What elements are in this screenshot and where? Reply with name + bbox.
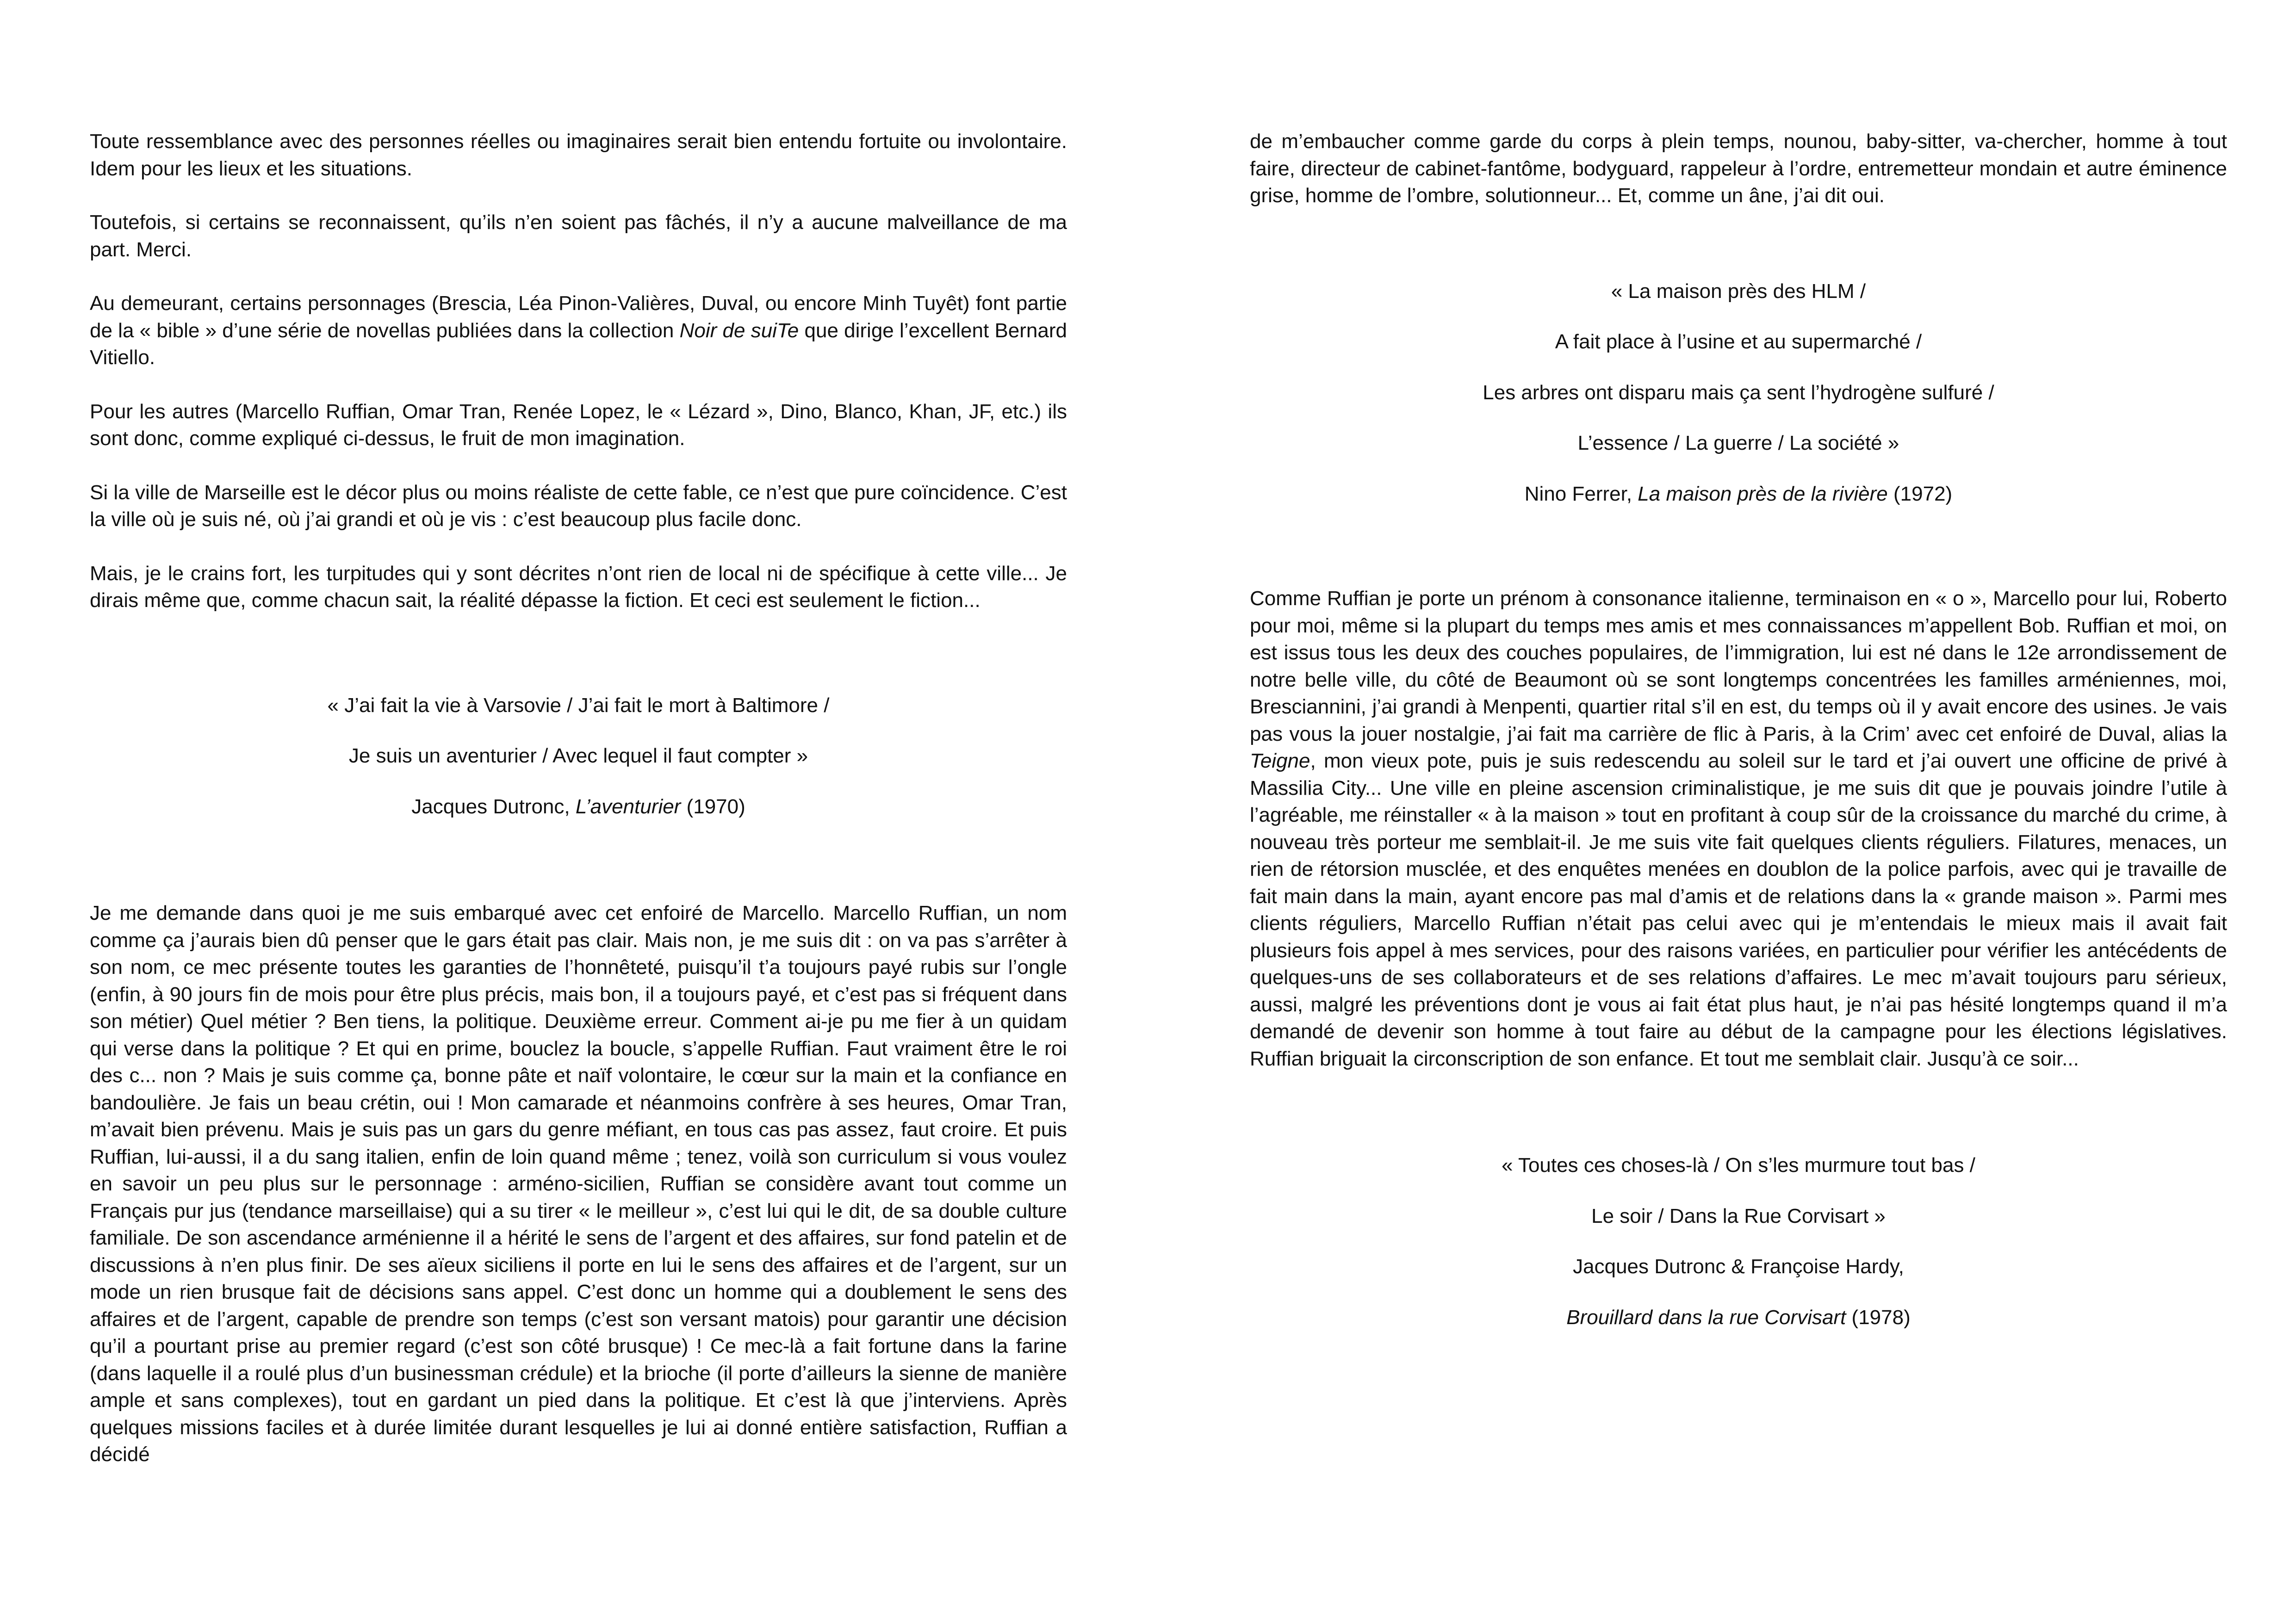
epigraph-attribution (1250, 481, 2227, 508)
epigraph-year: (1970) (681, 795, 745, 818)
epigraph-line-4: L’essence / La guerre / La société » (1577, 432, 1899, 454)
narrative-paragraph (1250, 585, 2227, 1072)
disclaimer-paragraph-4: Pour les autres (Marcello Ruffian, Omar Tran, Renée Lopez, le « Lézard », Dino, Blanco, Khan, JF, etc.) ils sont donc, comme expliqué ci-dessus, le fruit de mon imagination. (90, 400, 1067, 450)
epigraph-line-2: Je suis un aventurier / Avec lequel il faut compter » (348, 744, 808, 767)
continuation-paragraph: de m’embaucher comme garde du corps à plein temps, nounou, baby-sitter, va-chercher, homme à tout faire, directeur de cabinet-fantôme, bodyguard, rappeleur à l’ordre, entremetteur mondain et autre éminence grise, homme de l’ombre, solutionneur... Et, comme un âne, j’ai dit oui. (1250, 130, 2227, 207)
epigraph-line-2: A fait place à l’usine et au supermarché / (1555, 330, 1922, 353)
epigraph-author: Jacques Dutronc, (411, 795, 576, 818)
epigraph-dutronc-aventurier (90, 692, 1067, 821)
epigraph-year: (1972) (1887, 482, 1953, 505)
epigraph-line-2: Le soir / Dans la Rue Corvisart » (1591, 1204, 1886, 1227)
disclaimer-paragraph-5: Si la ville de Marseille est le décor plus ou moins réaliste de cette fable, ce n’est que pure coïncidence. C’est la ville où je suis né, où j’ai grandi et où je vis : c’est beaucoup plus facile donc. (90, 481, 1067, 531)
disclaimer-paragraph-2: Toutefois, si certains se reconnaissent, qu’ils n’en soient pas fâchés, il n’y a aucune malveillance de ma part. Merci. (90, 211, 1067, 261)
para3-text-after: que dirige l’excellent Bernard Vitiello. (90, 319, 1067, 369)
nickname-teigne: Teigne (1250, 750, 1310, 772)
epigraph-work-line (1250, 1304, 2227, 1332)
main-paragraph: Je me demande dans quoi je me suis embarqué avec cet enfoiré de Marcello. Marcello Ruffian, un nom comme ça j’aurais bien dû penser que le gars était pas clair. Mais non, je me suis dit : on va pas s’arrêter à son nom, ce mec présente toutes les garanties de l’honnêteté, puisqu’il t’a toujours payé rubis sur l’ongle (enfin, à 90 jours fin de mois pour être plus précis, mais bon, il a toujours payé, et c’est pas si fréquent dans son métier) Quel métier ? Ben tiens, la politique. Deuxième erreur. Comment ai-je pu me fier à un quidam qui verse dans la politique ? Et qui en prime, bouclez la boucle, s’appelle Ruffian. Faut vraiment être le roi des c... non ? Mais je suis comme ça, bonne pâte et naïf volontaire, le cœur sur la main et la confiance en bandoulière. Je fais un beau crétin, oui ! Mon camarade et néanmoins confrère à ses heures, Omar Tran, m’avait bien prévenu. Mais je suis pas un gars du genre méfiant, en tous cas pas assez, faut croire. Et puis Ruffian, lui-aussi, il a du sang italien, enfin de loin quand même ; tenez, voilà son curriculum si vous voulez en savoir un peu plus sur le personnage : arméno-sicilien, Ruffian se considère avant tout comme un Français pur jus (tendance marseillaise) qui a su tirer « le meilleur », c’est lui qui le dit, de sa double culture familiale. De son ascendance arménienne il a hérité le sens de l’argent et des affaires, sur fond patelin et de discussions à n’en plus finir. De ses aïeux siciliens il porte en lui le sens des affaires et de l’argent, sur un mode un rien brusque fait de décisions sans appel. C’est donc un homme qui a doublement le sens des affaires et de l’argent, capable de prendre son temps (c’est son versant matois) pour garantir une décision qu’il a pourtant prise au premier regard (c’est son côté brusque) ! Ce mec-là a fait fortune dans la farine (dans laquelle il a roulé plus d’un businessman crédule) et la brioche (il porte d’ailleurs la sienne de manière ample et sans complexes), tout en gardant un pied dans la politique. Et c’est là que j’interviens. Après quelques missions faciles et à durée limitée durant lesquelles je lui ai donné entière satisfaction, Ruffian a décidé (90, 902, 1067, 1466)
para3-text-before: Au demeurant, certains personnages (Brescia, Léa Pinon-Valières, Duval, ou encore Minh Tuyêt) font partie de la « bible » d’une série de novellas publiées dans la collection (90, 292, 1067, 342)
collection-title: Noir de suiTe (679, 319, 799, 342)
epigraph-work: La maison près de la rivière (1638, 482, 1888, 505)
epigraph-year: (1978) (1846, 1306, 1911, 1329)
epigraph-attribution (90, 793, 1067, 821)
epigraph-line-3: Les arbres ont disparu mais ça sent l’hydrogène sulfuré / (1483, 381, 1994, 404)
epigraph-author-line: Jacques Dutronc & Françoise Hardy, (1573, 1255, 1904, 1278)
right-text-column (1250, 128, 2227, 1331)
disclaimer-paragraph-6: Mais, je le crains fort, les turpitudes qui y sont décrites n’ont rien de local ni de spécifique à cette ville... Je dirais même que, comme chacun sait, la réalité dépasse la fiction. Et ceci est seulement le fiction... (90, 562, 1067, 612)
epigraph-line-1: « Toutes ces choses-là / On s’les murmure tout bas / (1502, 1154, 1975, 1177)
epigraph-work: L’aventurier (575, 795, 681, 818)
epigraph-author: Nino Ferrer, (1524, 482, 1638, 505)
left-text-column (90, 128, 1067, 1468)
right-page (1148, 0, 2296, 1623)
epigraph-line-1: « J’ai fait la vie à Varsovie / J’ai fait le mort à Baltimore / (327, 694, 830, 717)
disclaimer-paragraph-3 (90, 290, 1067, 372)
epigraph-dutronc-hardy (1250, 1152, 2227, 1331)
narrative-text-after: , mon vieux pote, puis je suis redescendu au soleil sur le tard et j’ai ouvert une officine de privé à Massilia City... Une ville en pleine ascension criminalistique, je me suis dit que je pouvais joindre l’utile à l’agréable, me réinstaller « à la maison » tout en profitant à coup sûr de la croissance du marché du crime, à nouveau très porteur me semblait-il. Je me suis vite fait quelques clients réguliers. Filatures, menaces, un rien de rétorsion musclée, et des enquêtes menées en doublon de la police parfois, avec qui je travaille de fait main dans la main, ayant encore pas mal d’amis et de relations dans la « grande maison ». Parmi mes clients réguliers, Marcello Ruffian n’était pas celui avec qui je m’entendais le mieux mais il avait fait plusieurs fois appel à mes services, pour des raisons variées, en particulier pour vérifier les antécédents de quelques-uns de ses collaborateurs et de ses relations d’affaires. Le mec m’avait toujours paru sérieux, aussi, malgré les préventions dont je vous ai fait état plus haut, je n’ai pas hésité longtemps quand il m’a demandé de devenir son homme à tout faire au début de la campagne pour les élections législatives. Ruffian briguait la circonscription de son enfance. Et tout me semblait clair. Jusqu’à ce soir... (1250, 750, 2227, 1070)
disclaimer-paragraph-1: Toute ressemblance avec des personnes réelles ou imaginaires serait bien entendu fortuite ou involontaire. Idem pour les lieux et les situations. (90, 130, 1067, 180)
epigraph-ferrer-maison (1250, 278, 2227, 508)
epigraph-line-1: « La maison près des HLM / (1611, 279, 1866, 303)
narrative-text-before: Comme Ruffian je porte un prénom à consonance italienne, terminaison en « o », Marcello pour lui, Roberto pour moi, même si la plupart du temps mes amis et mes connaissances m’appellent Bob. Ruffian et moi, on est issus tous les deux des couches populaires, de l’immigration, lui est né dans le 12e arrondissement de notre belle ville, du côté de Beaumont où se sont longtemps concentrées les familles arméniennes, moi, Bresciannini, j’ai grandi à Menpenti, quartier rital s’il en est, du temps où il y avait encore des usines. Je vais pas vous la jouer nostalgie, j’ai fait ma carrière de flic à Paris, à la Crim’ avec cet enfoiré de Duval, alias la (1250, 587, 2227, 745)
epigraph-work: Brouillard dans la rue Corvisart (1566, 1306, 1846, 1329)
